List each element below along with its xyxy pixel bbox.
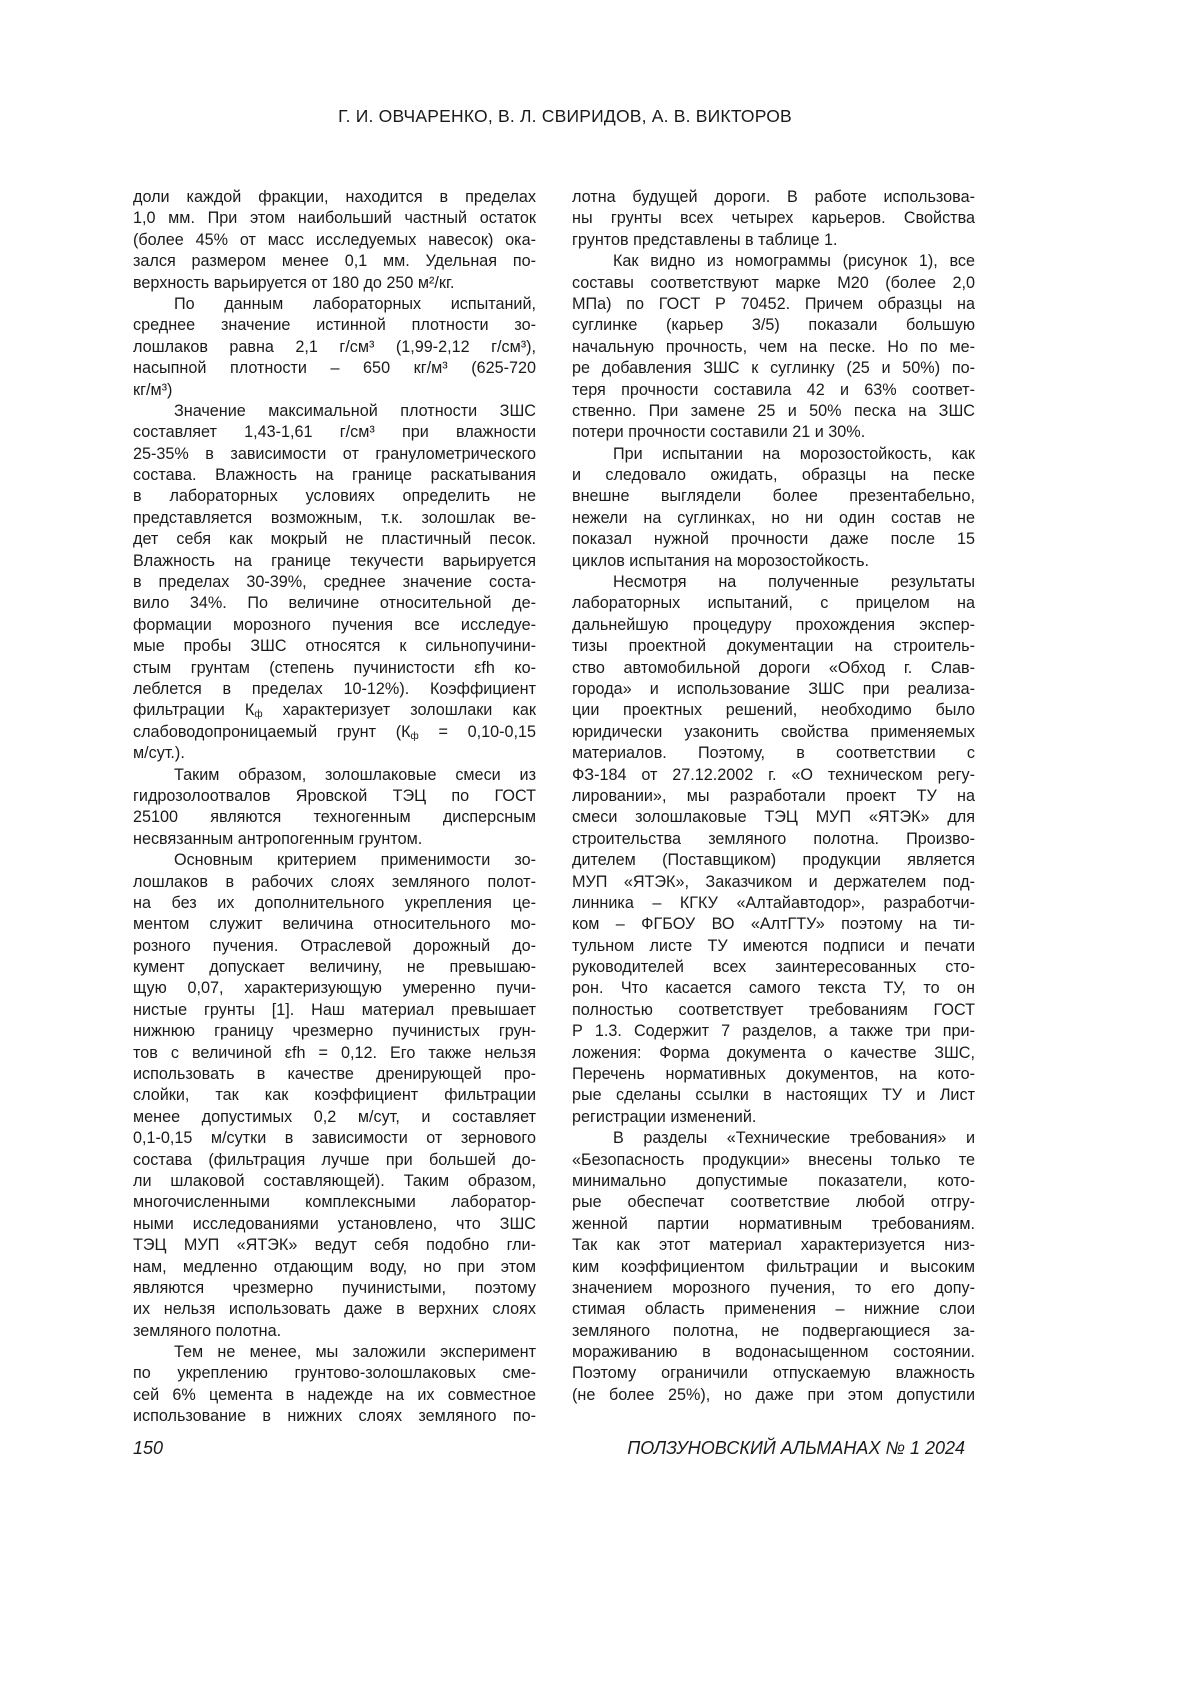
text-line: состава (фильтрация лучше при большей до- — [133, 1150, 536, 1171]
text-line: Таким образом, золошлаковые смеси из — [133, 765, 536, 786]
text-line: 0,1-0,15 м/сутки в зависимости от зернового — [133, 1128, 536, 1149]
text-line: рые обеспечат соответствие любой отгру- — [572, 1192, 975, 1213]
text-line: тульном листе ТУ имеются подписи и печати — [572, 936, 975, 957]
text-line: ментом служит величина относительного мо- — [133, 914, 536, 935]
text-line: значением морозного пучения, то его допу- — [572, 1278, 975, 1299]
text-line: среднее значение истинной плотности зо- — [133, 315, 536, 336]
text-line: кумент допускает величину, не превышаю- — [133, 957, 536, 978]
text-line: «Безопасность продукции» внесены только те — [572, 1150, 975, 1171]
text-line: м/сут.). — [133, 743, 536, 764]
text-line: суглинке (карьер 3/5) показали большую — [572, 315, 975, 336]
text-line: (не более 25%), но даже при этом допустили — [572, 1385, 975, 1406]
text-line: Как видно из номограммы (рисунок 1), все — [572, 251, 975, 272]
text-line: линника – КГКУ «Алтайавтодор», разработчи- — [572, 893, 975, 914]
text-line: сей 6% цемента в надежде на их совместное — [133, 1385, 536, 1406]
text-line: начальную прочность, чем на песке. Но по ме- — [572, 337, 975, 358]
text-line: ственно. При замене 25 и 50% песка на ЗШС — [572, 401, 975, 422]
text-line: Перечень нормативных документов, на кото- — [572, 1064, 975, 1085]
text-line: МПа) по ГОСТ Р 70452. Причем образцы на — [572, 294, 975, 315]
paragraph — [572, 251, 975, 444]
text-line: кг/м³) — [133, 380, 536, 401]
text-line: потери прочности составили 21 и 30%. — [572, 422, 975, 443]
text-line: руководителей всех заинтересованных сто- — [572, 957, 975, 978]
running-header-authors: Г. И. ОВЧАРЕНКО, В. Л. СВИРИДОВ, А. В. ВИКТОРОВ — [0, 106, 1130, 127]
text-line: ким коэффициентом фильтрации и высоким — [572, 1257, 975, 1278]
text-line: внешне выглядели более презентабельно, — [572, 486, 975, 507]
text-line: являются чрезмерно пучинистыми, поэтому — [133, 1278, 536, 1299]
paragraph — [133, 850, 536, 1342]
text-line: вило 34%. По величине относительной де- — [133, 593, 536, 614]
text-line: и следовало ожидать, образцы на песке — [572, 465, 975, 486]
text-line: рые сделаны ссылки в настоящих ТУ и Лист — [572, 1085, 975, 1106]
paragraph — [133, 765, 536, 851]
text-line: 25100 являются техногенным дисперсным — [133, 807, 536, 828]
text-line: лошлаков в рабочих слоях земляного полот- — [133, 872, 536, 893]
paragraph — [572, 1128, 975, 1406]
text-line: теря прочности составила 42 и 63% соответ- — [572, 380, 975, 401]
text-line: Тем не менее, мы заложили эксперимент — [133, 1342, 536, 1363]
text-line: ли шлаковой составляющей). Таким образом, — [133, 1171, 536, 1192]
text-line: женной партии нормативным требованиям. — [572, 1214, 975, 1235]
text-line: показал нужной прочности даже после 15 — [572, 529, 975, 550]
text-line: розного пучения. Отраслевой дорожный до- — [133, 936, 536, 957]
text-line: По данным лабораторных испытаний, — [133, 294, 536, 315]
text-line: земляного полотна. — [133, 1321, 536, 1342]
page-number: 150 — [133, 1438, 163, 1459]
text-line: 1,0 мм. При этом наибольший частный остаток — [133, 208, 536, 229]
text-line: ложения: Форма документа о качестве ЗШС, — [572, 1043, 975, 1064]
subscript: ф — [254, 709, 262, 720]
text-line: нистые грунты [1]. Наш материал превышает — [133, 1000, 536, 1021]
text-line: ными исследованиями установлено, что ЗШС — [133, 1214, 536, 1235]
text-line: регистрации изменений. — [572, 1107, 975, 1128]
text-line: формации морозного пучения все исследуе- — [133, 615, 536, 636]
text-line: циклов испытания на морозостойкость. — [572, 551, 975, 572]
text-line: гидрозолоотвалов Яровской ТЭЦ по ГОСТ — [133, 786, 536, 807]
text-line: Р 1.3. Содержит 7 разделов, а также три при- — [572, 1021, 975, 1042]
text-line: использовать в качестве дренирующей про- — [133, 1064, 536, 1085]
text-line: несвязанным антропогенным грунтом. — [133, 829, 536, 850]
text-line: мораживанию в водонасыщенном состоянии. — [572, 1342, 975, 1363]
text-line: МУП «ЯТЭК», Заказчиком и держателем под- — [572, 872, 975, 893]
text-line: смеси золошлаковые ТЭЦ МУП «ЯТЭК» для — [572, 807, 975, 828]
text-line: 25-35% в зависимости от гранулометрического — [133, 444, 536, 465]
text-line: составы соответствуют марке М20 (более 2,0 — [572, 273, 975, 294]
text-line: Так как этот материал характеризуется низ- — [572, 1235, 975, 1256]
text-line: полностью соответствует требованиям ГОСТ — [572, 1000, 975, 1021]
text-line: Значение максимальной плотности ЗШС — [133, 401, 536, 422]
paragraph — [133, 401, 536, 765]
text-line: строительства земляного полотна. Произво- — [572, 829, 975, 850]
text-line: лировании», мы разработали проект ТУ на — [572, 786, 975, 807]
text-line: мые пробы ЗШС относятся к сильнопучини- — [133, 636, 536, 657]
text-line: лабораторных испытаний, с прицелом на — [572, 593, 975, 614]
text-line: При испытании на морозостойкость, как — [572, 444, 975, 465]
text-line: представляется возможным, т.к. золошлак ве- — [133, 508, 536, 529]
text-line: лотна будущей дороги. В работе использова- — [572, 187, 975, 208]
text-line: тизы проектной документации на строитель- — [572, 636, 975, 657]
text-line: нежели на суглинках, но ни один состав не — [572, 508, 975, 529]
text-line: ТЭЦ МУП «ЯТЭК» ведут себя подобно гли- — [133, 1235, 536, 1256]
text-column-left — [133, 187, 536, 1428]
text-line: менее допустимых 0,2 м/сут, и составляет — [133, 1107, 536, 1128]
paragraph — [133, 1342, 536, 1428]
text-line: доли каждой фракции, находится в пределах — [133, 187, 536, 208]
text-line: Влажность на границе текучести варьируется — [133, 551, 536, 572]
text-line: на без их дополнительного укрепления це- — [133, 893, 536, 914]
journal-title: ПОЛЗУНОВСКИЙ АЛЬМАНАХ № 1 2024 — [627, 1438, 965, 1459]
text-line: дителем (Поставщиком) продукции является — [572, 850, 975, 871]
text-line: материалов. Поэтому, в соответствии с — [572, 743, 975, 764]
text-line: лошлаков равна 2,1 г/см³ (1,99-2,12 г/см³), — [133, 337, 536, 358]
paragraph — [133, 187, 536, 294]
text-line: В разделы «Технические требования» и — [572, 1128, 975, 1149]
text-line: в пределах 30-39%, среднее значение соста- — [133, 572, 536, 593]
text-line: их нельзя использовать даже в верхних слоях — [133, 1299, 536, 1320]
text-line: стимая область применения – нижние слои — [572, 1299, 975, 1320]
text-line: юридически узаконить свойства применяемых — [572, 722, 975, 743]
text-line: стым грунтам (степень пучинистости εfh ко- — [133, 658, 536, 679]
text-line: слойки, так как коэффициент фильтрации — [133, 1085, 536, 1106]
text-line: минимально допустимые показатели, кото- — [572, 1171, 975, 1192]
text-line: ции проектных решений, необходимо было — [572, 700, 975, 721]
text-line: ре добавления ЗШС к суглинку (25 и 50%) по- — [572, 358, 975, 379]
text-line: земляного полотна, не подвергающиеся за- — [572, 1321, 975, 1342]
text-line: по укреплению грунтово-золошлаковых сме- — [133, 1363, 536, 1384]
text-line: использование в нижних слоях земляного по- — [133, 1406, 536, 1427]
text-line: нам, медленно отдающим воду, но при этом — [133, 1257, 536, 1278]
text-line: в лабораторных условиях определить не — [133, 486, 536, 507]
text-line: Основным критерием применимости зо- — [133, 850, 536, 871]
text-line: насыпной плотности – 650 кг/м³ (625-720 — [133, 358, 536, 379]
text-line: фильтрации Кф характеризует золошлаки как — [133, 700, 536, 721]
paragraph — [133, 294, 536, 401]
paragraph — [572, 572, 975, 1128]
text-line: грунтов представлены в таблице 1. — [572, 230, 975, 251]
text-line: Поэтому ограничили отпускаемую влажность — [572, 1363, 975, 1384]
text-line: состава. Влажность на границе раскатывания — [133, 465, 536, 486]
text-column-right — [572, 187, 975, 1406]
paragraph — [572, 444, 975, 572]
text-line: составляет 1,43-1,61 г/см³ при влажности — [133, 422, 536, 443]
text-line: слабоводопроницаемый грунт (Кф = 0,10-0,15 — [133, 722, 536, 743]
text-line: (более 45% от масс исследуемых навесок) ока- — [133, 230, 536, 251]
text-line: ны грунты всех четырех карьеров. Свойства — [572, 208, 975, 229]
text-line: дальнейшую процедуру прохождения экспер- — [572, 615, 975, 636]
text-line: ство автомобильной дороги «Обход г. Слав- — [572, 658, 975, 679]
text-line: леблется в пределах 10-12%). Коэффициент — [133, 679, 536, 700]
text-line: рон. Что касается самого текста ТУ, то он — [572, 978, 975, 999]
text-line: тов с величиной εfh = 0,12. Его также нельзя — [133, 1043, 536, 1064]
text-line: ФЗ-184 от 27.12.2002 г. «О техническом регу- — [572, 765, 975, 786]
text-line: зался размером менее 0,1 мм. Удельная по- — [133, 251, 536, 272]
subscript: ф — [411, 731, 419, 742]
text-line: многочисленными комплексными лаборатор- — [133, 1192, 536, 1213]
text-line: нижнюю границу чрезмерно пучинистых грун- — [133, 1021, 536, 1042]
text-line: верхность варьируется от 180 до 250 м²/кг. — [133, 273, 536, 294]
text-line: щую 0,07, характеризующую умеренно пучи- — [133, 978, 536, 999]
text-line: дет себя как мокрый не пластичный песок. — [133, 529, 536, 550]
text-line: Несмотря на полученные результаты — [572, 572, 975, 593]
text-line: города» и использование ЗШС при реализа- — [572, 679, 975, 700]
paragraph — [572, 187, 975, 251]
text-line: ком – ФГБОУ ВО «АлтГТУ» поэтому на ти- — [572, 914, 975, 935]
